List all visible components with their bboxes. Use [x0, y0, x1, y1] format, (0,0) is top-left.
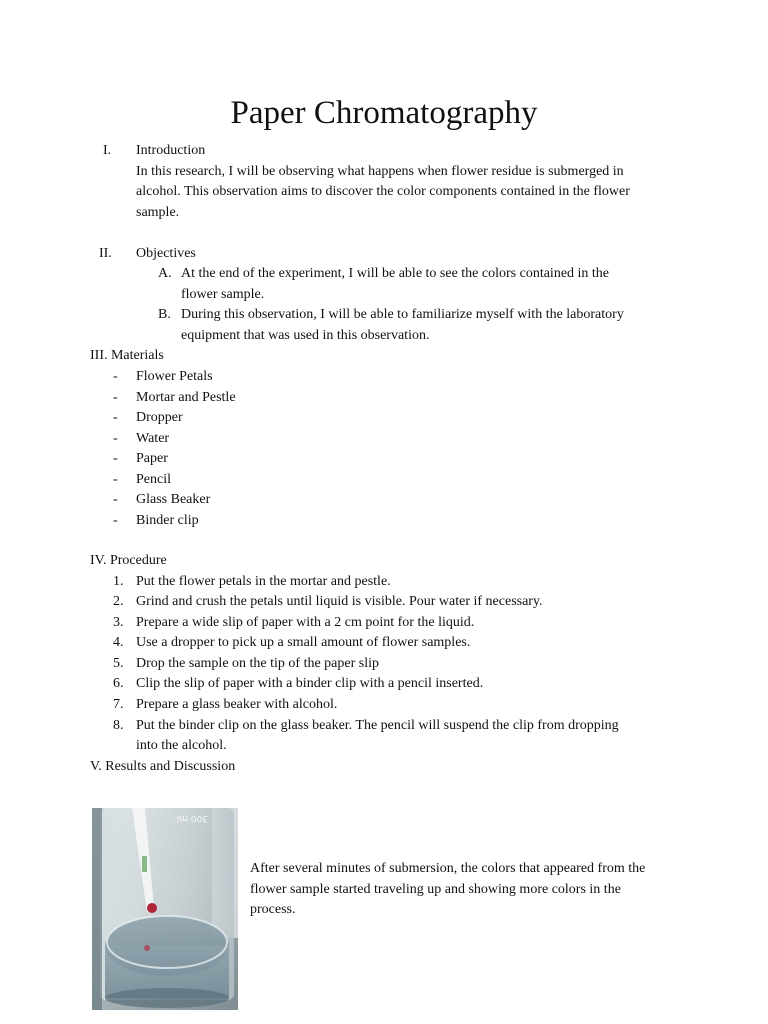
- bullet-dash: -: [113, 410, 118, 425]
- bullet-dash: -: [113, 389, 118, 405]
- objective-letter: A.: [158, 266, 172, 281]
- intro-text-line: In this research, I will be observing what happens when flower residue is submerged in: [136, 164, 624, 179]
- material-item: Paper: [136, 451, 168, 466]
- procedure-step-number: 1.: [113, 574, 124, 589]
- bullet-dash: -: [113, 492, 118, 507]
- material-item: Pencil: [136, 471, 171, 487]
- bullet-dash: -: [113, 512, 118, 528]
- section-heading-results: V. Results and Discussion: [90, 759, 236, 774]
- procedure-step-text: Drop the sample on the tip of the paper slip: [136, 656, 379, 671]
- procedure-step-text: Prepare a glass beaker with alcohol.: [136, 697, 338, 712]
- section-heading-intro: Introduction: [136, 143, 206, 158]
- bullet-dash: -: [113, 451, 118, 466]
- beaker-label: 300 ml: [176, 813, 208, 823]
- material-item: Binder clip: [136, 512, 199, 528]
- results-text-line: After several minutes of submersion, the colors that appeared from the: [250, 861, 646, 876]
- objective-letter: B.: [158, 307, 171, 322]
- procedure-step-text: Put the binder clip on the glass beaker. The pencil will suspend the clip from dropping: [136, 718, 619, 733]
- procedure-step-text: Clip the slip of paper with a binder clip with a pencil inserted.: [136, 676, 484, 691]
- procedure-step-text: Put the flower petals in the mortar and pestle.: [136, 574, 391, 589]
- experiment-photo: [92, 808, 238, 1010]
- material-item: Mortar and Pestle: [136, 389, 236, 405]
- results-text-line: process.: [250, 902, 296, 917]
- bullet-dash: -: [113, 430, 118, 446]
- bullet-dash: -: [113, 369, 118, 384]
- objective-text-line: During this observation, I will be able to familiarize myself with the laboratory: [181, 307, 624, 322]
- intro-text-line: sample.: [136, 205, 180, 220]
- objective-text-line: At the end of the experiment, I will be able to see the colors contained in the: [181, 266, 610, 281]
- procedure-step-number: 3.: [113, 615, 124, 630]
- material-item: Water: [136, 430, 170, 446]
- section-heading-objectives: Objectives: [136, 246, 196, 261]
- procedure-step-text: Use a dropper to pick up a small amount of flower samples.: [136, 635, 471, 650]
- objective-text-line: flower sample.: [181, 287, 265, 302]
- results-text-line: flower sample started traveling up and showing more colors in the: [250, 881, 621, 897]
- intro-text-line: alcohol. This observation aims to discover the color components contained in the flower: [136, 184, 630, 199]
- procedure-step-text: into the alcohol.: [136, 738, 227, 753]
- procedure-step-number: 6.: [113, 676, 124, 691]
- beaker-photo-illustration: [92, 808, 238, 1010]
- section-heading-materials: III. Materials: [90, 348, 164, 363]
- procedure-step-number: 8.: [113, 718, 124, 733]
- procedure-step-number: 2.: [113, 594, 124, 609]
- section-number-objectives: II.: [99, 246, 112, 261]
- results-paragraph: [250, 859, 645, 921]
- objective-text-line: equipment that was used in this observation.: [181, 328, 430, 343]
- material-item: Flower Petals: [136, 369, 213, 384]
- material-item: Dropper: [136, 410, 183, 425]
- procedure-step-text: Grind and crush the petals until liquid is visible. Pour water if necessary.: [136, 594, 543, 609]
- document-title: Paper Chromatography: [230, 95, 538, 131]
- procedure-step-text: Prepare a wide slip of paper with a 2 cm point for the liquid.: [136, 615, 475, 630]
- procedure-step-number: 4.: [113, 635, 124, 650]
- section-heading-procedure: IV. Procedure: [90, 553, 167, 568]
- bullet-dash: -: [113, 471, 118, 487]
- section-number-intro: I.: [103, 143, 112, 158]
- material-item: Glass Beaker: [136, 492, 211, 507]
- procedure-step-number: 5.: [113, 656, 124, 671]
- procedure-step-number: 7.: [113, 697, 124, 712]
